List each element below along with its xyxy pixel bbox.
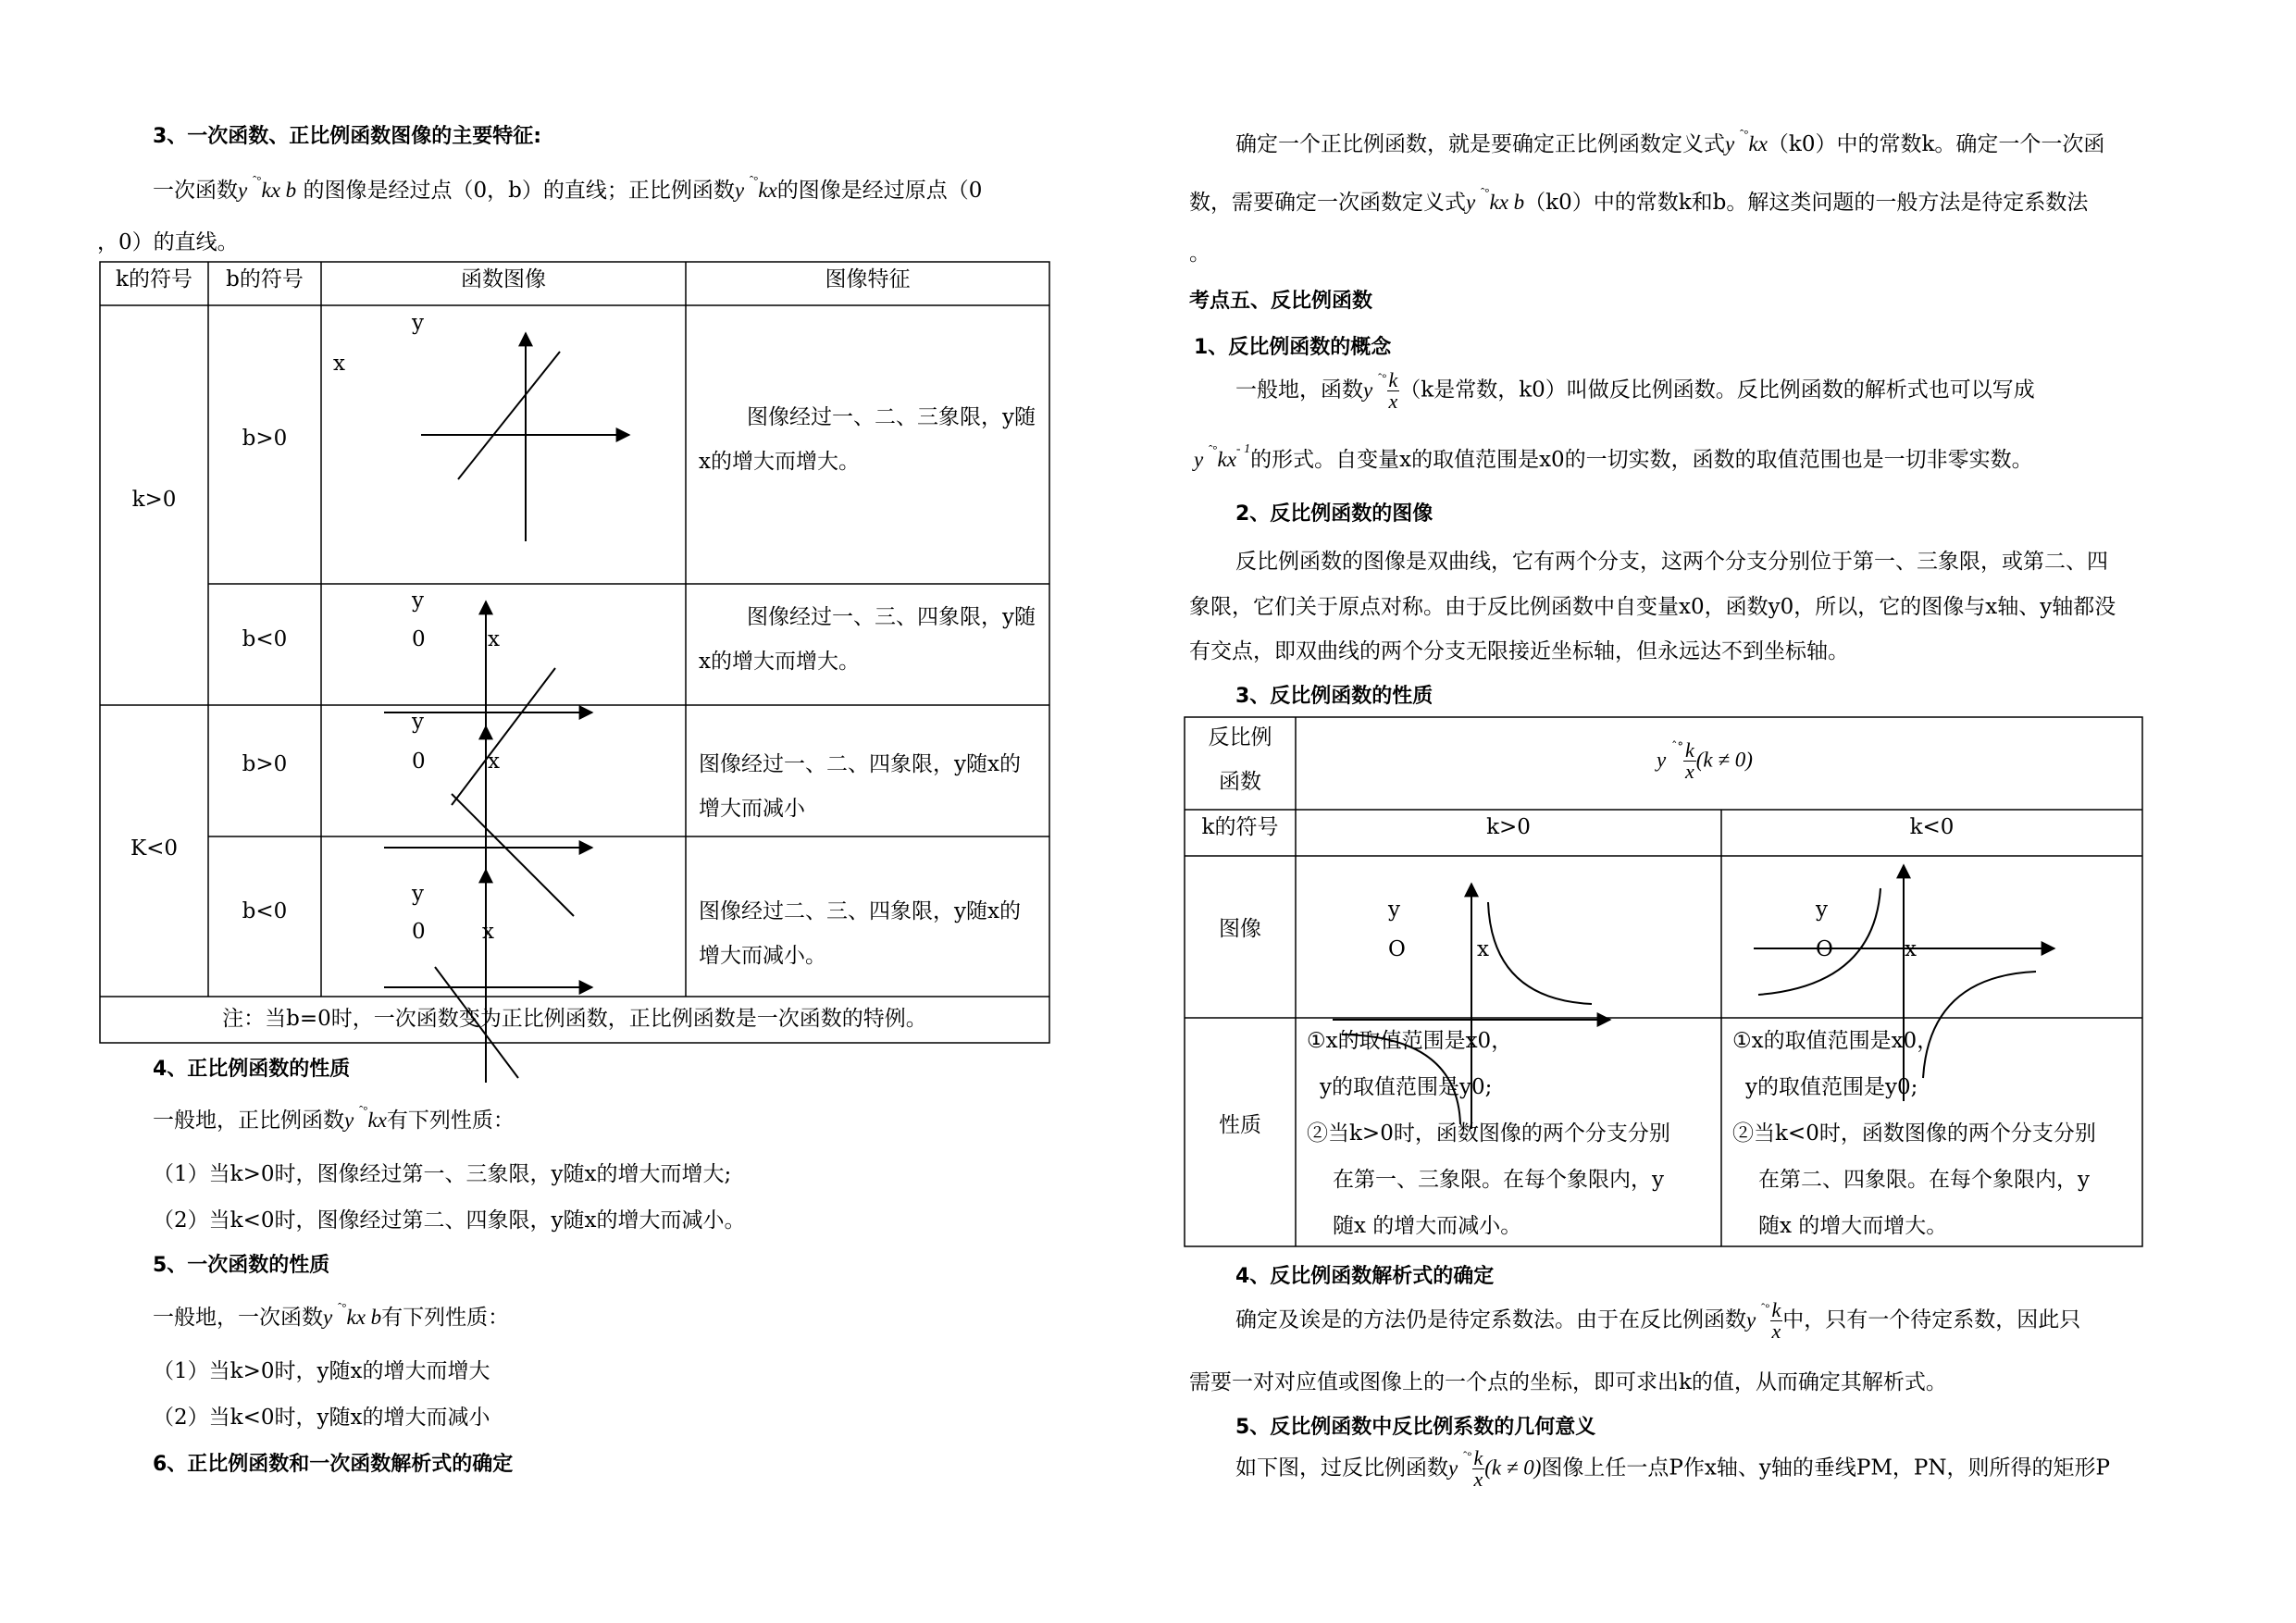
g2-y-label: y <box>1816 898 1828 922</box>
expression-heading: 4、反比例函数解析式的确定 <box>1235 1265 1495 1288</box>
row3-b: b>0 <box>242 752 288 776</box>
graph3-y-label: y <box>412 710 424 734</box>
table-header-graph: 函数图像 <box>461 267 546 291</box>
paragraph-determine-3: 。 <box>1189 242 1210 266</box>
text: 一次函数 <box>153 179 238 203</box>
graph-heading: 2、反比例函数的图像 <box>1235 502 1433 526</box>
t2-formula: y $^{ˆ^\circ}$ $\frac{k}{x}$ (k ≠ 0) <box>1657 738 1753 783</box>
paragraph-direct-props: 一般地，正比例函数y $^{ˆ^\circ}$kx有下列性质： <box>153 1103 515 1133</box>
linear-prop-2: （2）当k<0时，y随x的增大而减小 <box>153 1406 490 1430</box>
paragraph-determine-1: 确定一个正比例函数，就是要确定正比例函数定义式y $^{ˆ^\circ}$kx（k0）中的常数k。确定一个一次函 <box>1235 127 2105 156</box>
t2-props-label: 性质 <box>1219 1113 1261 1137</box>
k-positive-label: k>0 <box>131 488 177 512</box>
graph2-origin-label: 0 <box>412 627 426 651</box>
row1-b: b>0 <box>242 427 288 451</box>
t2-neg-props: ①x的取值范围是x0， y的取值范围是y0; ②当k<0时，函数图像的两个分支分别 在第二、四象限。在每个象限内，y 随x 的增大而增大。 <box>1732 1029 2096 1238</box>
properties-heading: 3、反比例函数的性质 <box>1235 685 1433 708</box>
section-6-heading: 6、正比例函数和一次函数解析式的确定 <box>153 1453 514 1476</box>
paragraph-geometric: 如下图，过反比例函数y $^{ˆ^\circ}$ $\frac{k}{x}$ (k ≠ 0)图像上任一点P作x轴、y轴的垂线PM，PN，则所得的矩形P <box>1235 1446 2110 1491</box>
table2-grid <box>1185 717 2142 1246</box>
paragraph-determine-2: 数，需要确定一次函数定义式y $^{ˆ^\circ}$kx b（k0）中的常数k和b。解这类问题的一般方法是待定系数法 <box>1189 185 2089 215</box>
section-4-heading: 4、正比例函数的性质 <box>153 1058 351 1081</box>
direct-prop-1: （1）当k>0时，图像经过第一、三象限，y随x的增大而增大; <box>153 1162 732 1186</box>
row4-feature: 图像经过二、三、四象限，y随x的增大而减小。 <box>699 899 1021 968</box>
t2-graph-label: 图像 <box>1219 917 1261 941</box>
t2-k-neg: k<0 <box>1909 815 1955 839</box>
row1-feature: 图像经过一、二、三象限，y随x的增大而增大。 <box>699 405 1036 474</box>
topic-5-heading: 考点五、反比例函数 <box>1189 290 1373 313</box>
k-negative-label: K<0 <box>130 836 179 861</box>
table-header-b: b的符号 <box>226 267 304 291</box>
section-5-heading: 5、一次函数的性质 <box>153 1254 330 1277</box>
graph3-x-label: x <box>488 750 500 774</box>
text: 的图像是经过点（0，b）的直线；正比例函数 <box>303 179 735 203</box>
row4-b: b<0 <box>242 899 288 923</box>
paragraph-cont: ，0）的直线。 <box>97 230 239 254</box>
table-header-feature: 图像特征 <box>825 267 911 291</box>
graph3-origin-label: 0 <box>412 750 426 774</box>
g1-origin-label: O <box>1388 937 1406 961</box>
graph2-y-label: y <box>412 588 424 613</box>
graph4-y-label: y <box>412 882 424 906</box>
section-3-heading: 3、一次函数、正比例函数图像的主要特征: <box>153 125 542 148</box>
graph4-origin-label: 0 <box>412 920 426 944</box>
g2-x-label: x <box>1905 937 1917 961</box>
graph1-y-label: y <box>412 311 424 335</box>
paragraph-expression-2: 需要一对对应值或图像上的一个点的坐标，即可求出k的值，从而确定其解析式。 <box>1189 1370 1947 1394</box>
t2-pos-props: ①x的取值范围是x0， y的取值范围是y0; ②当k>0时，函数图像的两个分支分别 在第一、三象限。在每个象限内，y 随x 的增大而减小。 <box>1307 1029 1670 1238</box>
hyperbola-kpos <box>1333 884 1610 1129</box>
table-header-k: k的符号 <box>116 267 192 291</box>
paragraph-graph-3: 有交点，即双曲线的两个分支无限接近坐标轴，但永远达不到坐标轴。 <box>1189 639 1849 663</box>
paragraph-concept-1: 一般地，函数y $^{ˆ^\circ}$ $\frac{k}{x}$ （k是常数，k0）叫做反比例函数。反比例函数的解析式也可以写成 <box>1235 368 2035 413</box>
formula: y $^{ˆ^\circ}$kx b <box>238 173 297 202</box>
paragraph-expression-1: 确定及诶是的方法仍是待定系数法。由于在反比例函数y $^{ˆ^\circ}$ $\frac{k}{x}$ 中，只有一个待定系数，因此只 <box>1235 1298 2081 1343</box>
graph2 <box>384 601 592 805</box>
table1-grid <box>100 262 1049 1043</box>
graph3 <box>384 726 592 948</box>
t2-k-pos: k>0 <box>1486 815 1531 839</box>
g2-origin-label: O <box>1816 937 1833 961</box>
paragraph-graph-2: 象限，它们关于原点对称。由于反比例函数中自变量x0，函数y0，所以，它的图像与x轴、y轴都没 <box>1189 595 2116 619</box>
graph1 <box>421 333 629 541</box>
paragraph-graph-1: 反比例函数的图像是双曲线，它有两个分支，这两个分支分别位于第一、三象限，或第二、四 <box>1235 550 2108 574</box>
row2-b: b<0 <box>242 627 288 651</box>
direct-prop-2: （2）当k<0时，图像经过第二、四象限，y随x的增大而减小。 <box>153 1208 746 1233</box>
row3-feature: 图像经过一、二、四象限，y随x的增大而减小 <box>699 752 1021 821</box>
concept-heading: 1、反比例函数的概念 <box>1194 336 1392 359</box>
graph1-x-label: x <box>333 352 345 376</box>
geometric-heading: 5、反比例函数中反比例系数的几何意义 <box>1235 1416 1596 1439</box>
graph4-x-label: x <box>482 920 494 944</box>
row2-feature: 图像经过一、三、四象限，y随x的增大而增大。 <box>699 605 1036 674</box>
graph2-x-label: x <box>488 627 500 651</box>
t2-k-sign-label: k的符号 <box>1201 815 1279 839</box>
t2-r0c0: 反比例 函数 <box>1208 725 1272 794</box>
table-note: 注：当b=0时，一次函数变为正比例函数，正比例函数是一次函数的特例。 <box>222 1007 927 1031</box>
paragraph-linear-props: 一般地，一次函数y $^{ˆ^\circ}$kx b有下列性质： <box>153 1300 510 1330</box>
linear-prop-1: （1）当k>0时，y随x的增大而增大 <box>153 1359 490 1383</box>
g1-x-label: x <box>1477 937 1489 961</box>
formula: y $^{ˆ^\circ}$kx <box>734 173 777 202</box>
paragraph-concept-2: y $^{ˆ^\circ}kx^{- 1}$的形式。自变量x的取值范围是x0的一切实数，函数的取值范围也是一切非零实数。 <box>1194 442 2033 472</box>
graph4 <box>384 870 592 1083</box>
text: 的图像是经过原点（0 <box>776 179 983 203</box>
g1-y-label: y <box>1388 898 1400 922</box>
hyperbola-kneg <box>1754 865 2054 1101</box>
